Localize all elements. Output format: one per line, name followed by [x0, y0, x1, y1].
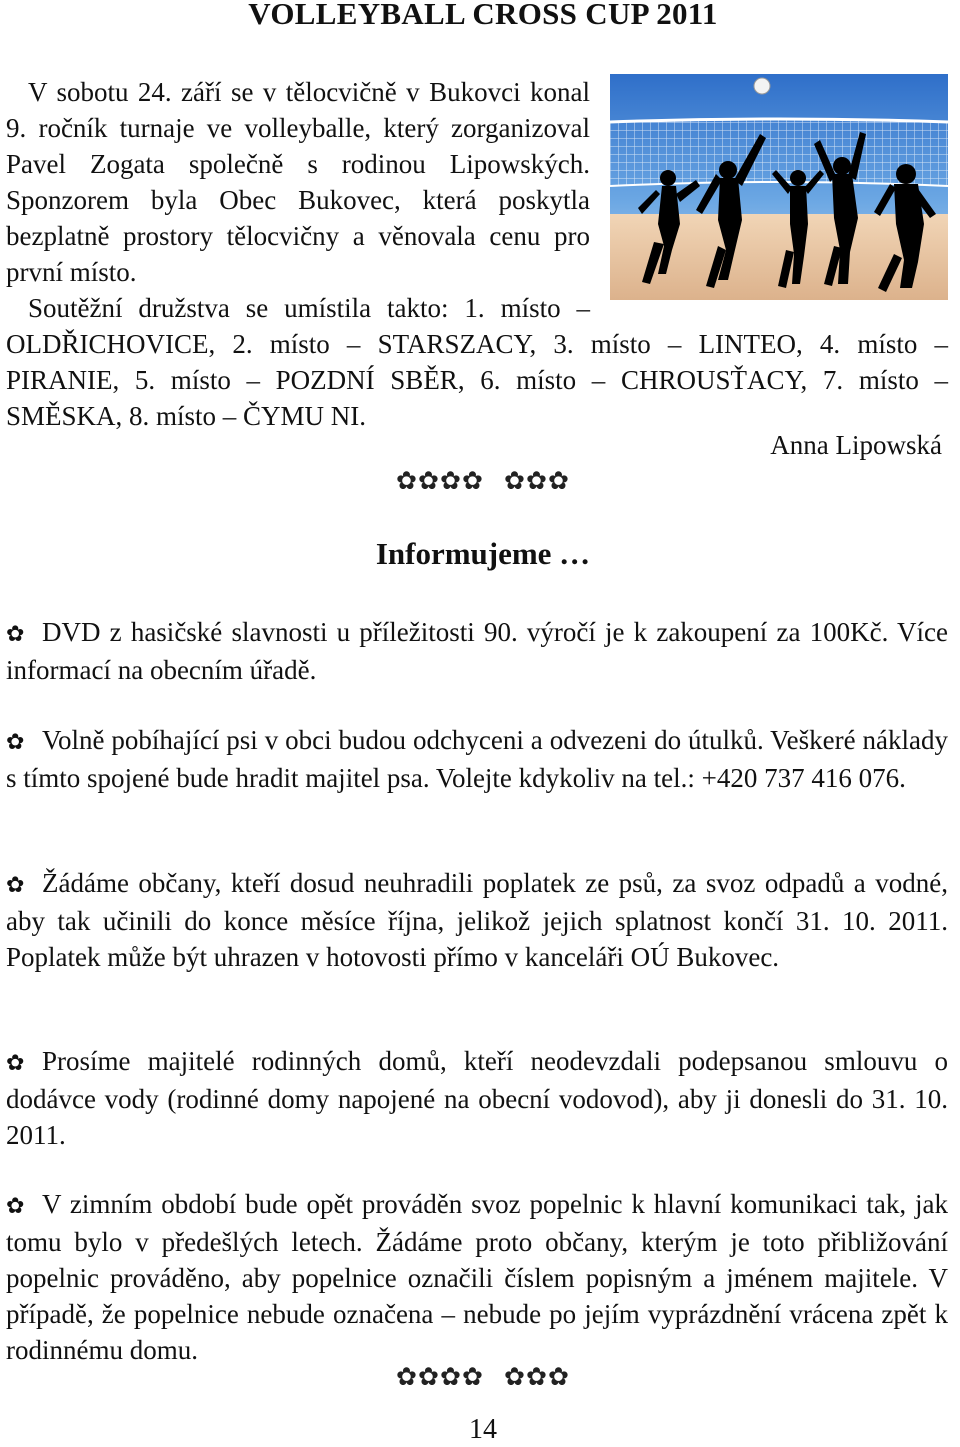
volleyball-players-image	[610, 74, 948, 300]
info-item-text: Žádáme občany, kteří dosud neuhradili poplatek ze psů, za svoz odpadů a vodné, aby tak učinili do konce měsíce října, jelikož jejich splatnost končí 31. 10. 2011. Poplatek může být uhrazen v hotovosti přímo v kanceláři OÚ Bukovec.	[6, 868, 948, 972]
fleuron-icon: ✿	[418, 468, 445, 495]
info-item	[6, 865, 948, 975]
fleuron-icon: ✿	[396, 1364, 423, 1391]
results-paragraph	[6, 290, 948, 434]
fleuron-icon: ✿	[504, 468, 531, 495]
info-heading: Informujeme …	[375, 536, 591, 571]
page-number: 14	[469, 1414, 497, 1445]
info-item-text: Volně pobíhající psi v obci budou odchyceni a odvezeni do útulků. Veškeré náklady s tímto spojené bude hradit majitel psa. Volejte kdykoliv na tel.: +420 737 416 076.	[6, 725, 948, 793]
fleuron-icon: ✿	[440, 468, 467, 495]
fleuron-icon: ✿	[526, 468, 553, 495]
fleuron-icon: ✿	[526, 1364, 553, 1391]
info-item	[6, 1043, 948, 1153]
fleuron-bullet-icon: ✿	[6, 1050, 25, 1075]
fleuron-bullet-icon: ✿	[6, 872, 25, 897]
fleuron-icon: ✿	[504, 1364, 531, 1391]
fleuron-icon: ✿	[462, 1364, 489, 1391]
intro-text: V sobotu 24. září se v tělocvičně v Bukovci konal 9. ročník turnaje ve volleyballe, který zorganizoval Pavel Zogata společně s rodinou Lipowských. Sponzorem byla Obec Bukovec, která poskytla bezplatně prostory tělocvičny a věnovala cenu pro první místo.	[6, 77, 590, 287]
ornament-divider	[6, 466, 960, 496]
fleuron-icon: ✿	[548, 468, 575, 495]
fleuron-icon: ✿	[396, 468, 423, 495]
fleuron-icon: ✿	[548, 1364, 575, 1391]
info-item	[6, 614, 948, 688]
info-item	[6, 722, 948, 796]
info-item-text: V zimním období bude opět prováděn svoz popelnic k hlavní komunikaci tak, jak tomu bylo v předešlých letech. Žádáme proto občany, kterým je toto přibližování popelnic prováděno, aby popelnice označili číslem popisným a jménem majitele. V případě, že popelnice nebude označena – nebude po jejím vyprázdnění vrácena zpět k rodinnému domu.	[6, 1189, 948, 1365]
info-item-text: Prosíme majitelé rodinných domů, kteří neodevzdali podepsanou smlouvu o dodávce vody (rodinné domy napojené na obecní vodovod), aby ji donesli do 31. 10. 2011.	[6, 1046, 948, 1150]
fleuron-bullet-icon: ✿	[6, 729, 25, 754]
ornament-divider	[6, 1362, 960, 1392]
fleuron-bullet-icon: ✿	[6, 1193, 25, 1218]
info-item-text: DVD z hasičské slavnosti u příležitosti 90. výročí je k zakoupení za 100Kč. Více informací na obecním úřadě.	[6, 617, 948, 685]
info-item	[6, 1186, 948, 1368]
article-body	[6, 74, 948, 434]
author-signature: Anna Lipowská	[770, 430, 942, 460]
fleuron-bullet-icon: ✿	[6, 621, 25, 646]
results-text: Soutěžní družstva se umístila takto: 1. místo – OLDŘICHOVICE, 2. místo – STARSZACY, 3. místo – LINTEO, 4. místo – PIRANIE, 5. místo – POZDNÍ SBĚR, 6. místo – CHROUSŤACY, 7. místo – SMĚSKA, 8. místo – ČYMU NI.	[6, 293, 948, 431]
fleuron-icon: ✿	[418, 1364, 445, 1391]
fleuron-icon: ✿	[440, 1364, 467, 1391]
volleyball-illustration	[610, 74, 948, 300]
article-title: VOLLEYBALL CROSS CUP 2011	[248, 0, 718, 31]
fleuron-icon: ✿	[462, 468, 489, 495]
